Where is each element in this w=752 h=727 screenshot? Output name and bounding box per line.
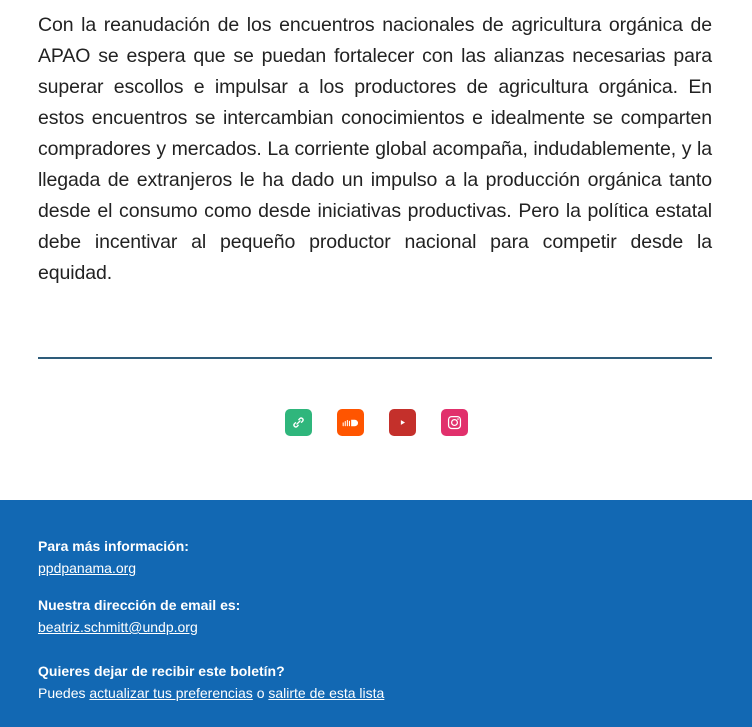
footer-email-block [38, 595, 714, 637]
footer-unsubscribe-conjunction: o [256, 685, 265, 701]
footer-website-link[interactable]: ppdpanama.org [38, 560, 137, 576]
unsubscribe-link[interactable]: salirte de esta lista [268, 685, 385, 701]
email-footer [0, 500, 752, 727]
instagram-icon[interactable] [441, 409, 468, 436]
soundcloud-icon[interactable] [337, 409, 364, 436]
footer-info-label: Para más información: [38, 538, 189, 554]
footer-email-label: Nuestra dirección de email es: [38, 597, 241, 613]
footer-unsubscribe-prefix: Puedes [38, 685, 86, 701]
footer-unsubscribe-line [38, 683, 714, 703]
horizontal-divider [38, 357, 712, 359]
article-paragraph: Con la reanudación de los encuentros nacionales de agricultura orgánica de APAO se espera que se puedan fortalecer con las alianzas necesarias para superar escollos e impulsar a los productores de agricultura orgánica. En estos encuentros se intercambian conocimientos e idealmente se comparten compradores y mercados. La corriente global acompaña, indudablemente, y la llegada de extranjeros le ha dado un impulso a la producción orgánica tanto desde el consumo como desde iniciativas productivas. Pero la política estatal debe incentivar al pequeño productor nacional para competir desde la equidad. [38, 14, 712, 284]
divider-container [0, 357, 752, 359]
update-preferences-link[interactable]: actualizar tus preferencias [89, 685, 253, 701]
spacer [0, 436, 752, 500]
footer-unsubscribe-block [38, 661, 714, 703]
footer-info-block [38, 536, 714, 578]
youtube-icon[interactable] [389, 409, 416, 436]
article-body [0, 0, 752, 289]
footer-unsubscribe-label: Quieres dejar de recibir este boletín? [38, 663, 285, 679]
footer-email-link[interactable]: beatriz.schmitt@undp.org [38, 619, 198, 635]
social-links-row [0, 409, 752, 436]
link-icon[interactable] [285, 409, 312, 436]
